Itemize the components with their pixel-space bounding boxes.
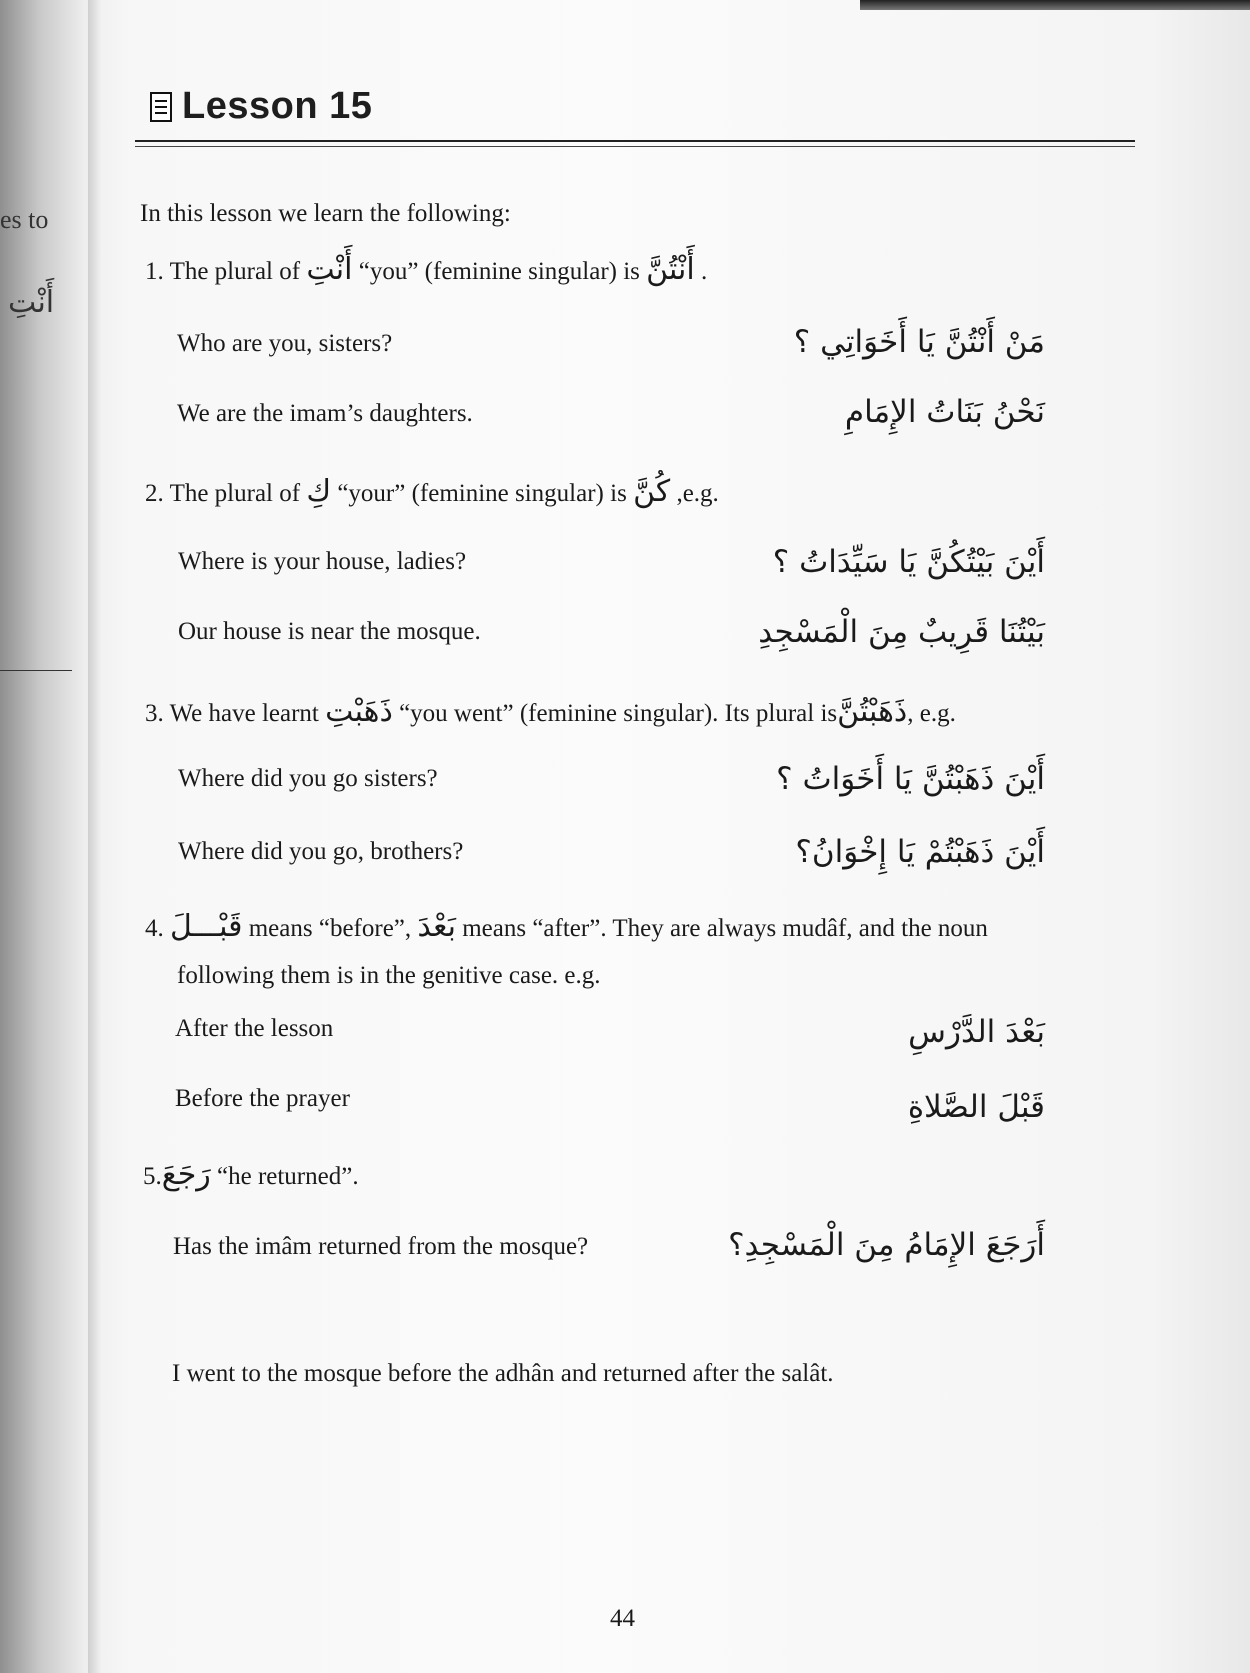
item-text: “you” (feminine singular) is [358,258,640,285]
book-spine [88,0,102,1673]
lesson-title: Lesson 15 [182,85,373,127]
item-number: 3. [145,700,164,727]
example-arabic: مَنْ أَنْتُنَّ يَا أَخَوَاتِي ؟ [793,324,1045,360]
example-arabic: بَعْدَ الدَّرْسِ [908,1014,1045,1050]
item-text: We have learnt [169,700,319,727]
item-text: means “before”, [248,915,412,942]
left-page-fragment-arabic: أَنْتِ [8,285,55,320]
item-4-line [145,910,988,943]
item-text: The plural of [169,258,301,285]
example-arabic: بَيْتُنَا قَرِيبٌ مِنَ الْمَسْجِدِ [758,614,1045,650]
item-text: The plural of [169,480,301,507]
item-text: “your” (feminine singular) is [337,480,627,507]
item-text: means “after”. They are always mudâf, and the noun [462,915,988,942]
arabic-term: بَعْدَ [417,909,456,944]
arabic-term: كِ [306,474,332,509]
example-arabic: أَيْنَ بَيْتُكُنَّ يَا سَيِّدَاتُ ؟ [772,544,1045,580]
intro-text: In this lesson we learn the following: [140,200,511,227]
arabic-term: أَنْتُنَّ [646,252,695,287]
example-english: Who are you, sisters? [177,330,393,357]
item-text: . [700,258,708,285]
example-arabic: قَبْلَ الصَّلاةِ [907,1089,1045,1125]
example-english: Our house is near the mosque. [178,618,481,645]
item-number: 2. [145,480,164,507]
arabic-term: كُنَّ [633,474,671,509]
document-icon [150,92,172,122]
item-text: “he returned”. [217,1163,359,1190]
item-3-line [145,695,956,728]
lesson-header [150,85,372,128]
arabic-term: أَنْتِ [306,252,353,287]
item-text: ,e.g. [676,480,719,507]
item-5-line [143,1158,359,1191]
item-number: 4. [145,915,164,942]
item-4-line-2: following them is in the genitive case. e.g. [177,962,601,989]
item-text: “you went” (feminine singular). Its plural is [399,700,838,727]
example-english: Before the prayer [175,1085,350,1112]
scan-edge-shadow [860,0,1250,10]
example-arabic: أَيْنَ ذَهَبْتُمْ يَا إِخْوَانُ؟ [795,834,1045,870]
item-number: 1. [145,258,164,285]
title-rule-thin [135,146,1135,147]
example-english: Has the imâm returned from the mosque? [173,1233,589,1260]
example-arabic: نَحْنُ بَنَاتُ الإِمَامِ [844,394,1045,430]
example-english: We are the imam’s daughters. [177,400,473,427]
arabic-term: قَبْـــلَ [170,909,243,944]
example-english: After the lesson [175,1015,334,1042]
example-english: Where is your house, ladies? [178,548,467,575]
arabic-term: ذَهَبْتُنَّ [837,694,908,729]
left-page-fragment-text: es to [0,205,49,234]
example-arabic: أَيْنَ ذَهَبْتُنَّ يَا أَخَوَاتُ ؟ [776,761,1045,797]
arabic-term: ذَهَبْتِ [325,694,393,729]
example-english: Where did you go sisters? [178,765,438,792]
item-text: , e.g. [907,700,956,727]
exercise-sentence: I went to the mosque before the adhân and returned after the salât. [172,1360,834,1387]
example-english: Where did you go, brothers? [178,838,464,865]
left-page-rule [0,670,72,671]
page-number: 44 [610,1605,635,1632]
item-2-line [145,475,719,508]
item-1-line [145,253,707,286]
item-number: 5. [143,1163,162,1190]
example-arabic: أَرَجَعَ الإِمَامُ مِنَ الْمَسْجِدِ؟ [728,1227,1045,1263]
title-rule [135,140,1135,142]
arabic-term: رَجَعَ [161,1157,211,1192]
